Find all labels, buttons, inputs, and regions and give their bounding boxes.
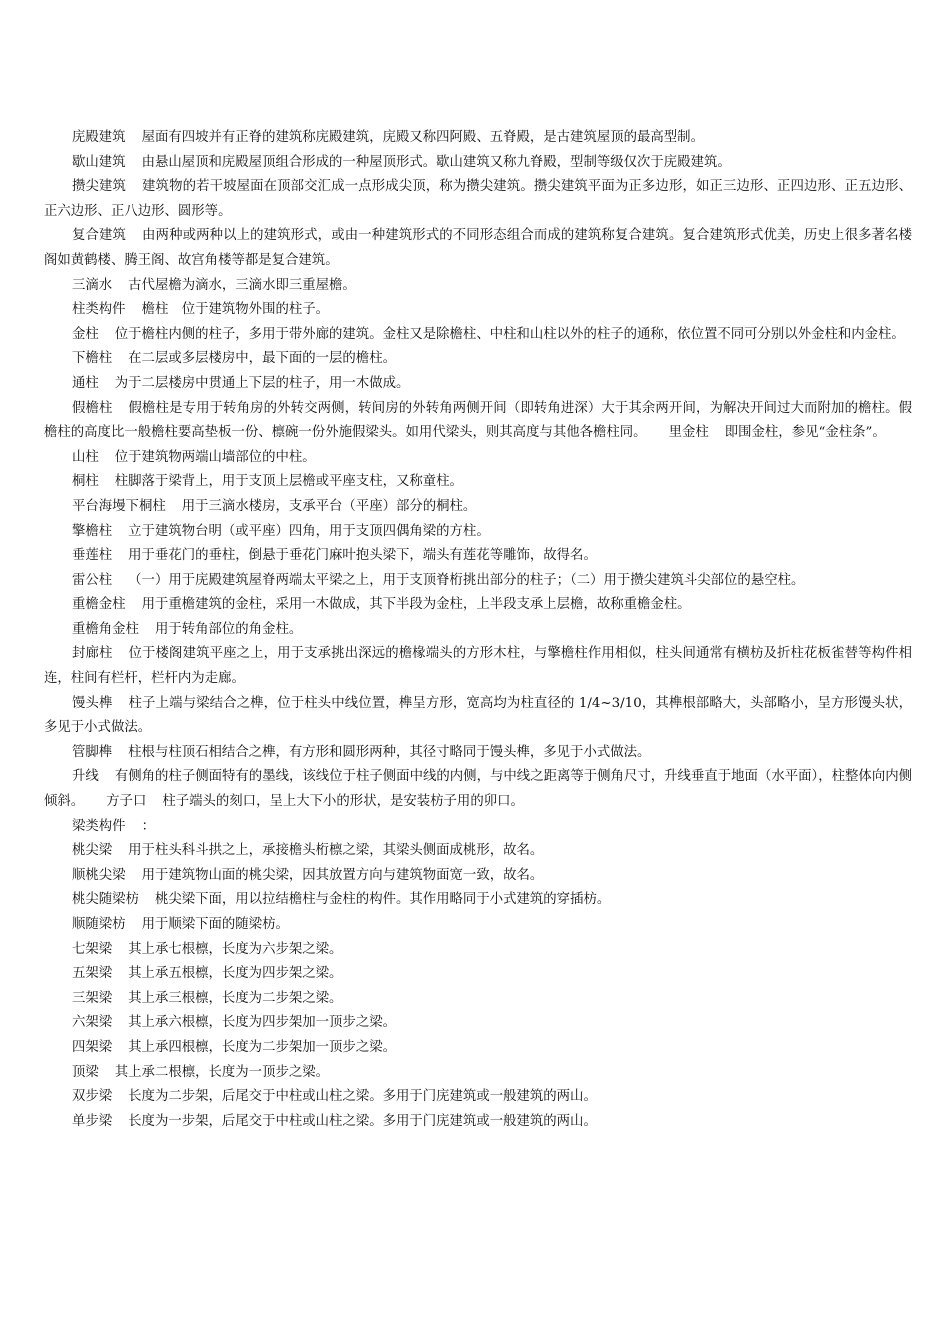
entry-34 — [44, 1110, 912, 1135]
entry-text: 有侧角的柱子侧面特有的墨线，该线位于柱子侧面中线的内侧，与中线之距离等于侧角尺寸，升线垂直于地面（水平面），柱整体向内侧倾斜。 — [44, 769, 913, 810]
entry-term: 顺桃尖梁 — [72, 867, 126, 883]
entry-term: 封廊柱 — [72, 646, 113, 662]
entry-text: 由悬山屋顶和庑殿屋顶组合形成的一种屋顶形式。歇山建筑又称九脊殿，型制等级仅次于庑殿建筑。 — [141, 154, 731, 170]
entry-text: 由两种或两种以上的建筑形式，或由一种建筑形式的不同形态组合而成的建筑称复合建筑。复合建筑形式优美，历史上很多著名楼阁如黄鹤楼、腾王阁、故宫角楼等都是复合建筑。 — [44, 228, 913, 268]
entry-18 — [44, 642, 912, 691]
entry-term: 金柱 — [72, 326, 99, 342]
entry-11 — [44, 470, 912, 495]
entry-term: 七架梁 — [72, 941, 113, 957]
entry-12 — [44, 495, 912, 520]
entry-term: 三滴水 — [72, 277, 113, 293]
entry-text: （一）用于庑殿建筑屋脊两端太平梁之上，用于支顶脊桁挑出部分的柱子；（二）用于攒尖建筑斗尖部位的悬空柱。 — [128, 572, 805, 588]
entry-text: 柱脚落于梁背上，用于支顶上层檐或平座支柱，又称童柱。 — [114, 474, 463, 490]
entry-term: 双步梁 — [72, 1089, 113, 1105]
entry-text: 其上承二根檩，长度为一顶步之梁。 — [114, 1064, 330, 1080]
entry-text: 建筑物的若干坡屋面在顶部交汇成一点形成尖顶，称为攒尖建筑。攒尖建筑平面为正多边形，如正三边形、正四边形、正五边形、正六边形、正八边形、圆形等。 — [44, 179, 913, 219]
entry-10 — [44, 446, 912, 471]
entry-0 — [44, 126, 912, 151]
entry-text: 屋面有四坡并有正脊的建筑称庑殿建筑，庑殿又称四阿殿、五脊殿，是古建筑屋顶的最高型制。 — [141, 130, 704, 145]
entry-term: 复合建筑 — [72, 228, 127, 244]
entry-term: 假檐柱 — [72, 400, 113, 416]
entry-26 — [44, 913, 912, 938]
entry-term: 山柱 — [72, 449, 99, 465]
entry-27 — [44, 938, 912, 963]
document-page — [44, 126, 912, 1134]
entry-3 — [44, 224, 912, 273]
entry-text: 位于檐柱内侧的柱子，多用于带外廊的建筑。金柱又是除檐柱、中柱和山柱以外的柱子的通称，依位置不同可分别以外金柱和内金柱。 — [114, 326, 905, 342]
entry-text: 位于建筑物两端山墙部位的中柱。 — [114, 449, 316, 465]
entry-15 — [44, 569, 912, 594]
entry-term: 柱类构件 — [72, 302, 126, 318]
entry-9 — [44, 397, 912, 446]
entry-text: 其上承五根檩，长度为四步架之梁。 — [128, 966, 343, 982]
entry-term: 重檐角金柱 — [72, 621, 139, 637]
entry-1 — [44, 151, 912, 176]
entry-7 — [44, 347, 912, 372]
entry-text: 用于重檐建筑的金柱，采用一木做成，其下半段为金柱，上半段支承上层檐，故称重檐金柱。 — [141, 597, 691, 613]
entry-term: 攒尖建筑 — [72, 179, 127, 195]
entry-16 — [44, 593, 912, 618]
entry-23 — [44, 839, 912, 864]
entry-term: 垂莲柱 — [72, 548, 113, 564]
entry-term: 通柱 — [72, 375, 99, 391]
entry-term: 六架梁 — [72, 1015, 113, 1031]
entry-text: 长度为一步架，后尾交于中柱或山柱之梁。多用于门庑建筑或一般建筑的两山。 — [128, 1113, 597, 1129]
entry-term: 庑殿建筑 — [72, 130, 126, 145]
entry-text: 为于二层楼房中贯通上下层的柱子，用一木做成。 — [114, 375, 410, 391]
entry-text: 用于转角部位的角金柱。 — [154, 621, 303, 637]
entry-term: 桐柱 — [72, 474, 99, 490]
entry-17 — [44, 618, 912, 643]
entry-text: 其上承四根檩，长度为二步架加一顶步之梁。 — [128, 1039, 396, 1055]
entry-14 — [44, 544, 912, 569]
entry-text: 假檐柱是专用于转角房的外转交两侧，转间房的外转角两侧开间（即转角进深）大于其余两开间，为解决开间过大而附加的檐柱。假檐柱的高度比一般檐柱要高垫板一份、檩碗一份外施假梁头。如用代梁头，则其高度与其他各檐柱同。 — [44, 400, 912, 441]
entry-extra-text: 即围金柱，参见“金柱条”。 — [724, 425, 886, 441]
entry-term: 歇山建筑 — [72, 154, 126, 170]
entry-4 — [44, 274, 912, 299]
entry-text: 用于顺梁下面的随梁枋。 — [141, 917, 289, 932]
entry-term: 四架梁 — [72, 1039, 113, 1055]
entry-33 — [44, 1085, 912, 1110]
entry-term: 下檐柱 — [72, 351, 113, 367]
entry-13 — [44, 520, 912, 545]
entry-text: 桃尖梁下面，用以拉结檐柱与金柱的构件。其作用略同于小式建筑的穿插枋。 — [154, 892, 611, 908]
entry-8 — [44, 372, 912, 397]
entry-extra-term: 方子口 — [106, 794, 147, 810]
entry-term: 平台海墁下桐柱 — [72, 498, 166, 514]
entry-term: 桃尖梁 — [72, 843, 113, 859]
entry-extra-text: 柱子端头的刻口，呈上大下小的形状，是安装枋子用的卯口。 — [162, 794, 524, 810]
entry-term: 顺随梁枋 — [72, 917, 126, 932]
entry-term: 三架梁 — [72, 990, 113, 1006]
entry-text: 立于建筑物台明（或平座）四角，用于支顶四偶角梁的方柱。 — [128, 523, 490, 539]
entry-6 — [44, 323, 912, 348]
entry-text: 用于建筑物山面的桃尖梁，因其放置方向与建筑物面宽一致，故名。 — [141, 867, 544, 883]
entry-text: 其上承六根檩，长度为四步架加一顶步之梁。 — [128, 1015, 396, 1031]
entry-text: 古代屋檐为滴水，三滴水即三重屋檐。 — [128, 277, 356, 293]
entry-term: 梁类构件 — [72, 818, 126, 834]
entry-term: 馒头榫 — [72, 695, 113, 711]
entry-text: 其上承三根檩，长度为二步架之梁。 — [128, 990, 343, 1006]
entry-25 — [44, 888, 912, 913]
entry-term: 雷公柱 — [72, 572, 113, 588]
entry-text: 用于柱头科斗拱之上，承接檐头桁檩之梁，其梁头侧面成桃形，故名。 — [128, 843, 544, 859]
entry-text: 其上承七根檩，长度为六步架之梁。 — [128, 941, 343, 957]
entry-2 — [44, 175, 912, 224]
entry-31 — [44, 1036, 912, 1061]
entry-text: 用于垂花门的垂柱，倒悬于垂花门麻叶抱头梁下，端头有莲花等雕饰，故得名。 — [128, 548, 597, 564]
entry-text: 长度为二步架，后尾交于中柱或山柱之梁。多用于门庑建筑或一般建筑的两山。 — [128, 1089, 597, 1105]
entry-term: 管脚榫 — [72, 744, 113, 760]
entry-22 — [44, 815, 912, 840]
entry-term: 桃尖随梁枋 — [72, 892, 139, 908]
entry-29 — [44, 987, 912, 1012]
entry-text: ： — [141, 818, 155, 834]
entry-32 — [44, 1061, 912, 1086]
entry-text: 用于三滴水楼房，支承平台（平座）部分的桐柱。 — [181, 498, 477, 514]
entry-term: 擎檐柱 — [72, 523, 113, 539]
entry-28 — [44, 962, 912, 987]
entry-19 — [44, 692, 912, 741]
entry-5 — [44, 298, 912, 323]
entry-term: 升线 — [72, 769, 99, 785]
entry-text: 在二层或多层楼房中，最下面的一层的檐柱。 — [128, 351, 396, 367]
entry-term: 重檐金柱 — [72, 597, 126, 613]
entry-extra-term: 里金柱 — [668, 425, 709, 441]
entry-24 — [44, 864, 912, 889]
entry-term: 顶梁 — [72, 1064, 99, 1080]
entry-21 — [44, 765, 912, 814]
entry-20 — [44, 741, 912, 766]
entry-term: 单步梁 — [72, 1113, 113, 1129]
entry-text: 柱子上端与梁结合之榫，位于柱头中线位置，榫呈方形，宽高均为柱直径的 1/4~3/10，其榫根部略大，头部略小，呈方形馒头状，多见于小式做法。 — [44, 695, 913, 736]
entry-text: 檐柱 位于建筑物外围的柱子。 — [141, 302, 330, 318]
entry-text: 柱根与柱顶石相结合之榫，有方形和圆形两种，其径寸略同于馒头榫，多见于小式做法。 — [128, 744, 651, 760]
entry-text: 位于楼阁建筑平座之上，用于支承挑出深远的檐椽端头的方形木柱，与擎檐柱作用相似，柱头间通常有横枋及折柱花板雀替等构件相连，柱间有栏杆，栏杆内为走廊。 — [44, 646, 912, 687]
entry-term: 五架梁 — [72, 966, 113, 982]
entry-30 — [44, 1011, 912, 1036]
